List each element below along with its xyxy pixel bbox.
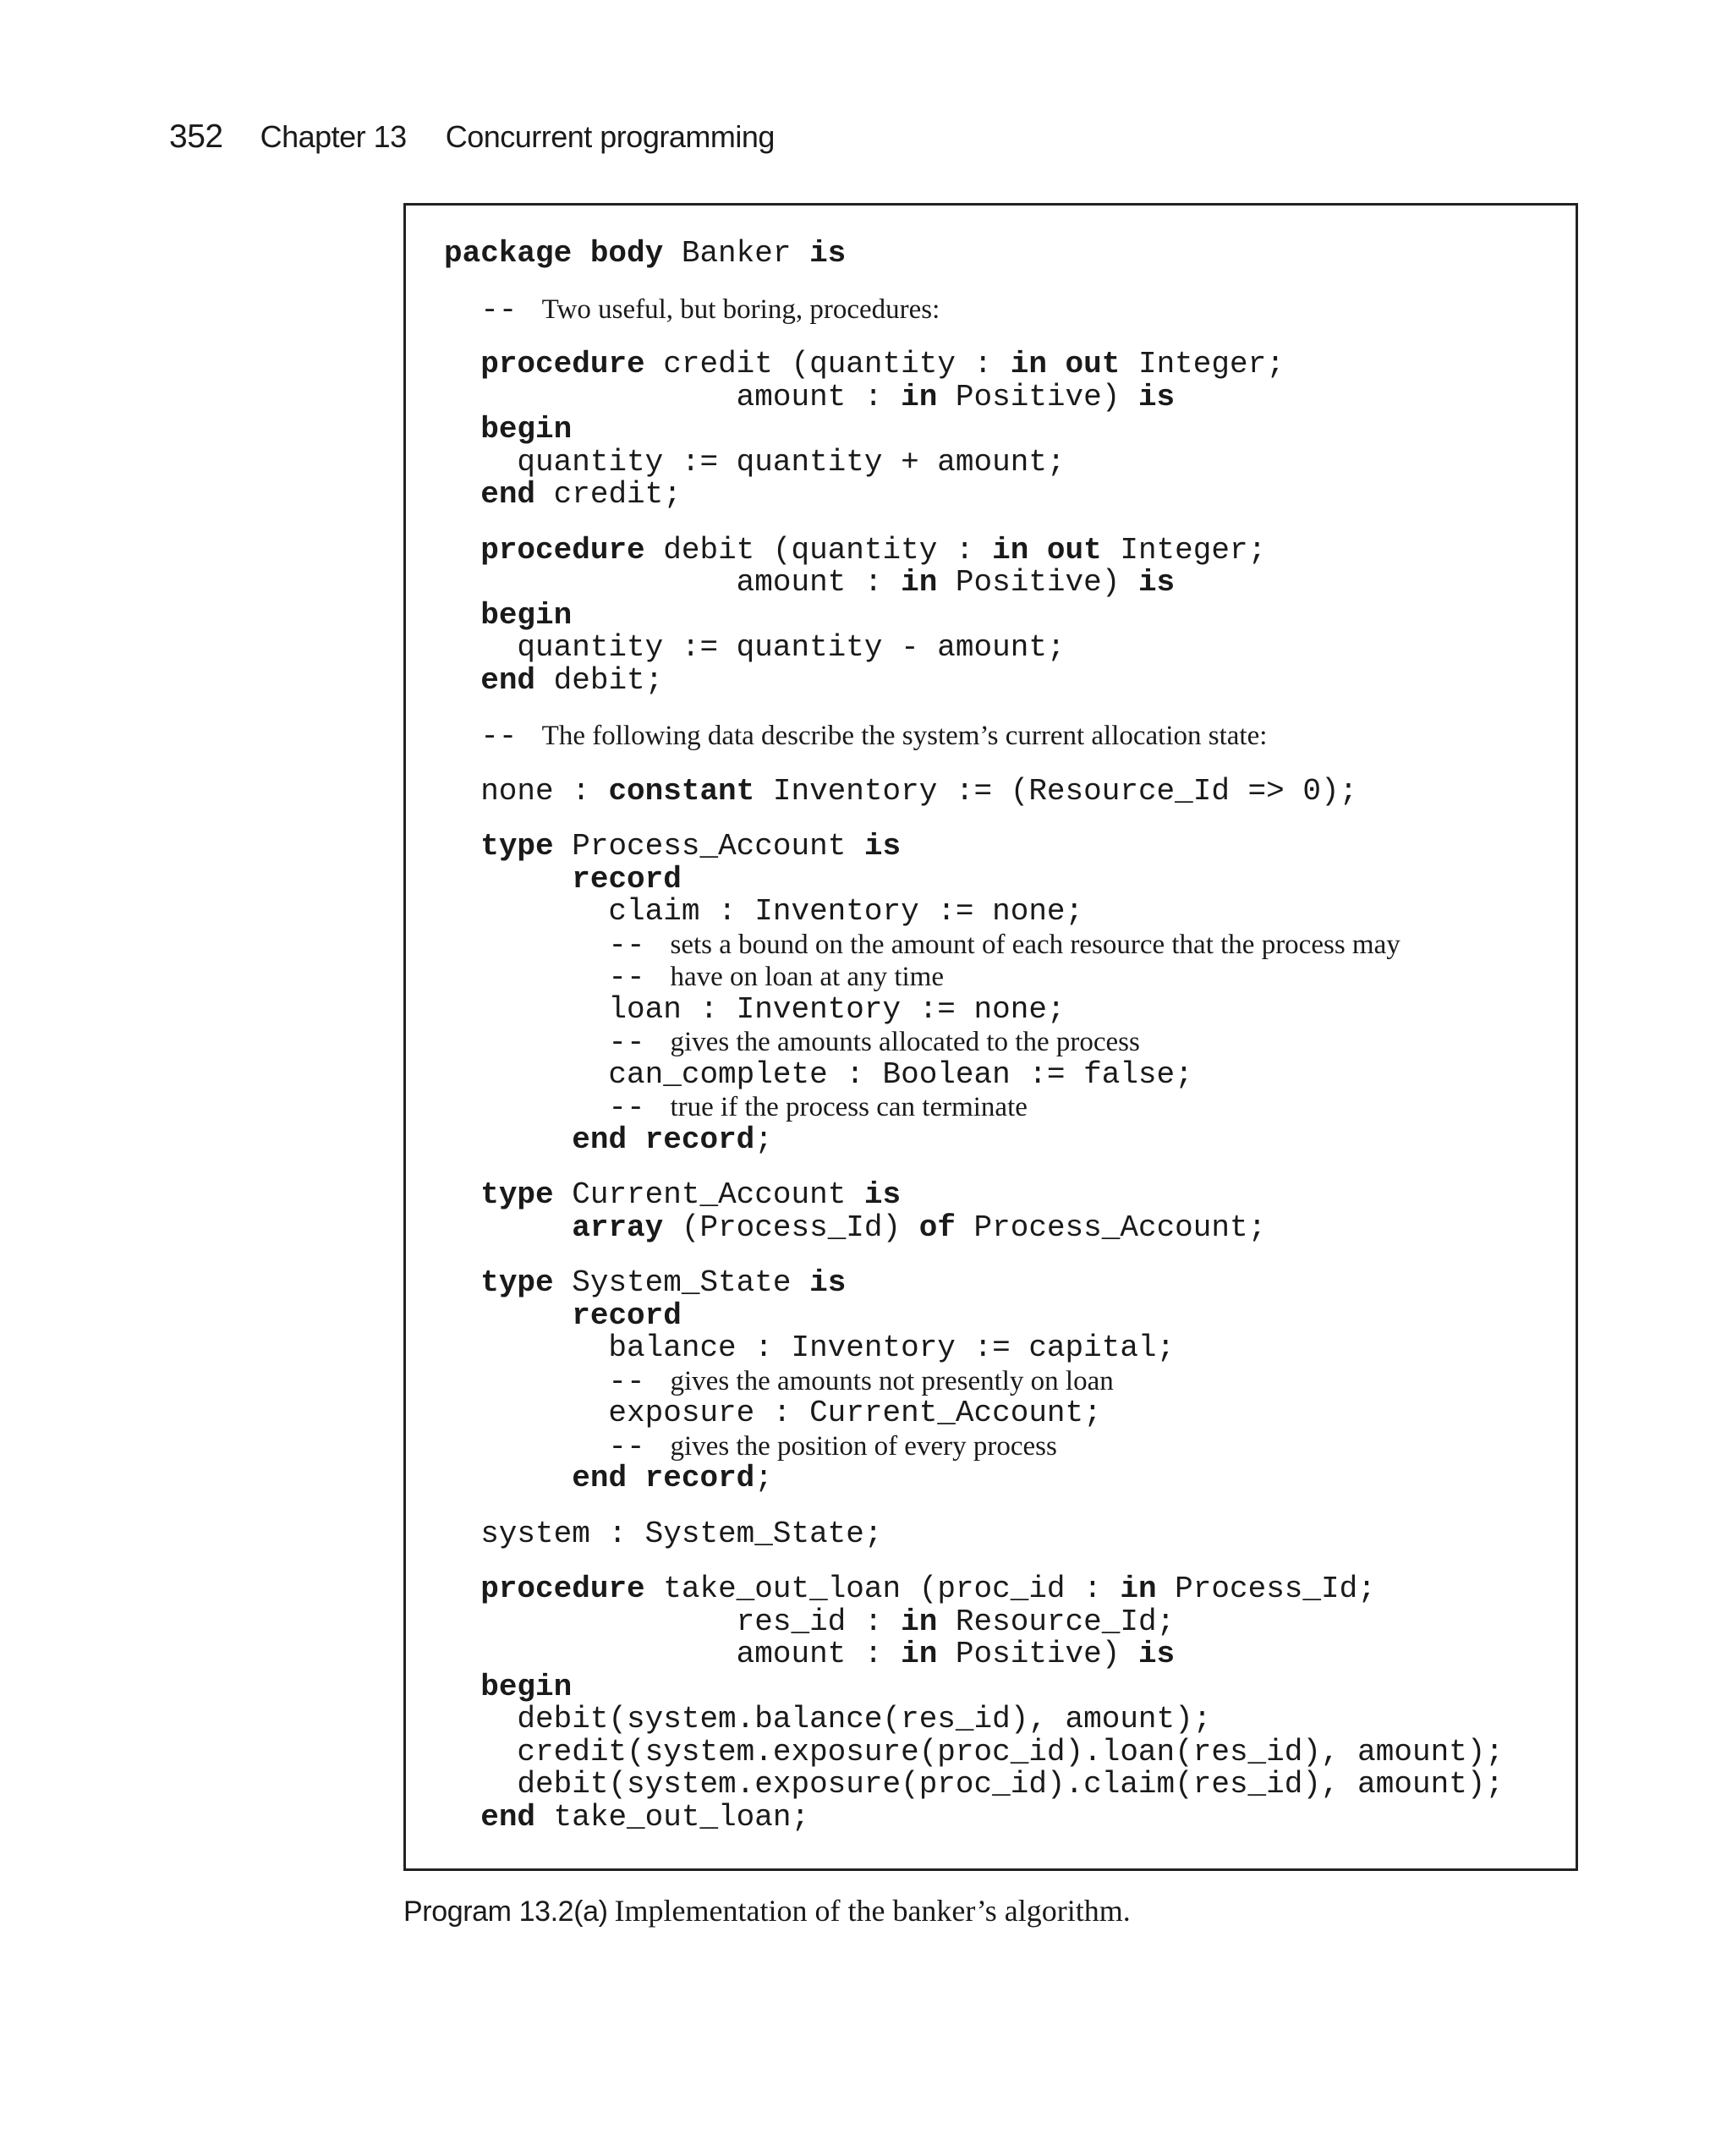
keyword: in: [901, 1637, 938, 1671]
program-caption: [403, 1893, 1131, 1928]
code-line: [444, 1297, 1569, 1333]
code-text: [444, 347, 480, 381]
keyword: is: [1137, 1637, 1176, 1671]
code-text: --: [444, 927, 664, 963]
code-text: can_complete : Boolean := false;: [444, 1056, 1193, 1092]
code-line: [444, 991, 1569, 1027]
code-line: [444, 1397, 1569, 1430]
code-text: [444, 1122, 572, 1157]
code-line: [444, 479, 1569, 512]
comment-text: Two useful, but boring, procedures:: [535, 294, 940, 325]
code-text: res_id :: [444, 1604, 902, 1639]
caption-text: Implementation of the banker’s algorithm.: [614, 1894, 1131, 1928]
keyword: procedure: [480, 347, 645, 381]
program-code: [444, 238, 1569, 1834]
code-text: --: [444, 292, 536, 327]
code-text: --: [444, 960, 664, 995]
code-text: amount :: [444, 1637, 902, 1671]
keyword: type: [480, 1265, 554, 1300]
code-text: quantity := quantity + amount;: [444, 444, 1066, 480]
keyword: procedure: [480, 532, 645, 568]
code-line: [444, 961, 1569, 994]
code-line: [444, 1124, 1569, 1157]
code-text: Positive): [937, 379, 1138, 414]
code-text: take_out_loan;: [535, 1799, 810, 1835]
code-text: Current_Account: [553, 1177, 864, 1212]
code-line: [444, 1518, 1569, 1551]
code-text: [444, 1461, 572, 1495]
keyword: procedure: [480, 1572, 645, 1606]
code-line: [444, 831, 1569, 864]
code-text: Inventory := (Resource_Id => 0);: [754, 773, 1358, 809]
code-line: [444, 896, 1569, 929]
code-text: --: [444, 1429, 664, 1464]
keyword: begin: [480, 597, 573, 633]
keyword: record: [572, 861, 682, 897]
running-head: [169, 118, 775, 156]
code-text: Positive): [937, 1637, 1138, 1671]
code-text: Integer;: [1120, 347, 1285, 381]
code-text: [444, 598, 480, 633]
keyword: array: [572, 1210, 664, 1245]
code-text: [444, 1177, 480, 1212]
code-text: [444, 477, 480, 512]
keyword: is: [809, 236, 847, 271]
comment-text: gives the amounts allocated to the process: [663, 1027, 1140, 1057]
code-text: balance : Inventory := capital;: [444, 1330, 1176, 1365]
code-text: [444, 1572, 480, 1606]
keyword: end: [480, 1799, 536, 1835]
keyword: end: [480, 477, 536, 512]
code-line: [444, 1606, 1569, 1639]
line-gap: [444, 808, 1569, 831]
keyword: of: [918, 1210, 956, 1245]
code-line: [444, 1799, 1569, 1835]
caption-label: Program 13.2(a): [403, 1895, 608, 1928]
line-gap: [444, 1156, 1569, 1179]
code-line: [444, 414, 1569, 447]
comment-text: The following data describe the system’s current allocation state:: [535, 721, 1268, 751]
line-gap: [444, 1550, 1569, 1573]
keyword: end record: [572, 1461, 755, 1495]
program-listing-box: [403, 203, 1578, 1871]
line-gap: [444, 1244, 1569, 1267]
keyword: in: [901, 379, 938, 414]
code-line: [444, 294, 1569, 326]
code-line: [444, 662, 1569, 698]
keyword: in out: [992, 532, 1102, 568]
code-text: ;: [754, 1461, 773, 1495]
code-text: --: [444, 719, 536, 754]
line-gap: [444, 697, 1569, 720]
keyword: record: [572, 1297, 682, 1333]
keyword: is: [863, 829, 902, 864]
code-line: [444, 1332, 1569, 1365]
keyword: is: [1137, 379, 1176, 414]
code-line: [444, 1026, 1569, 1059]
code-text: Positive): [937, 565, 1138, 600]
keyword: in: [901, 565, 938, 600]
code-text: debit(system.exposure(proc_id).claim(res_id), amount);: [444, 1767, 1505, 1802]
page-number: 352: [169, 118, 223, 155]
line-gap: [444, 753, 1569, 776]
code-text: [444, 412, 480, 447]
code-text: amount :: [444, 565, 902, 600]
code-line: [444, 1267, 1569, 1300]
code-text: credit (quantity :: [644, 347, 1011, 381]
code-text: Process_Account;: [955, 1210, 1267, 1245]
code-text: quantity := quantity - amount;: [444, 630, 1066, 665]
code-text: [444, 1800, 480, 1835]
code-text: [444, 1670, 480, 1704]
code-text: none :: [444, 773, 609, 809]
code-line: [444, 1703, 1569, 1736]
keyword: type: [480, 829, 554, 864]
code-line: [444, 1736, 1569, 1769]
code-line: [444, 1769, 1569, 1802]
code-text: debit;: [535, 662, 664, 698]
chapter-label: Chapter 13: [260, 119, 407, 154]
comment-text: gives the position of every process: [663, 1430, 1057, 1462]
code-text: [444, 1298, 572, 1333]
keyword: is: [809, 1265, 847, 1300]
code-text: debit (quantity :: [644, 532, 993, 568]
code-line: [444, 597, 1569, 633]
code-text: credit(system.exposure(proc_id).loan(res_id), amount);: [444, 1734, 1505, 1769]
code-line: [444, 238, 1569, 271]
code-line: [444, 1212, 1569, 1245]
code-line: [444, 444, 1569, 480]
code-line: [444, 1179, 1569, 1212]
line-gap: [444, 1495, 1569, 1518]
comment-text: gives the amounts not presently on loan: [663, 1365, 1114, 1396]
code-line: [444, 567, 1569, 600]
code-line: [444, 1638, 1569, 1671]
comment-text: sets a bound on the amount of each resource that the process may: [663, 929, 1400, 960]
code-text: amount :: [444, 379, 902, 414]
code-text: Process_Id;: [1156, 1572, 1376, 1606]
code-text: Process_Account: [553, 829, 864, 864]
code-text: system : System_State;: [444, 1516, 883, 1551]
keyword: in: [901, 1604, 938, 1639]
code-text: [444, 533, 480, 568]
code-line: [444, 1462, 1569, 1495]
keyword: begin: [480, 1669, 573, 1704]
code-text: claim : Inventory := none;: [444, 894, 1084, 929]
code-text: credit;: [535, 477, 682, 512]
code-text: debit(system.balance(res_id), amount);: [444, 1702, 1212, 1736]
line-gap: [444, 512, 1569, 535]
code-text: take_out_loan (proc_id :: [644, 1572, 1121, 1606]
code-line: [444, 929, 1569, 962]
code-text: ;: [754, 1122, 773, 1157]
code-line: [444, 720, 1569, 753]
code-line: [444, 1430, 1569, 1463]
code-line: [444, 532, 1569, 568]
line-gap: [444, 326, 1569, 348]
code-line: [444, 632, 1569, 665]
code-line: [444, 1671, 1569, 1704]
code-text: --: [444, 1025, 664, 1060]
code-line: [444, 773, 1569, 809]
code-line: [444, 1573, 1569, 1606]
code-line: [444, 861, 1569, 897]
code-text: [444, 1265, 480, 1300]
code-text: exposure : Current_Account;: [444, 1396, 1102, 1430]
code-text: (Process_Id): [663, 1210, 919, 1245]
comment-text: true if the process can terminate: [663, 1092, 1028, 1122]
code-text: --: [444, 1090, 664, 1125]
keyword: end record: [572, 1122, 755, 1157]
code-text: [444, 663, 480, 698]
keyword: in out: [1010, 347, 1121, 381]
code-line: [444, 348, 1569, 381]
keyword: begin: [480, 412, 573, 447]
line-gap: [444, 271, 1569, 294]
code-text: Integer;: [1101, 532, 1267, 568]
code-text: loan : Inventory := none;: [444, 991, 1066, 1027]
code-line: [444, 1091, 1569, 1124]
code-text: Resource_Id;: [937, 1604, 1176, 1639]
keyword: in: [1120, 1572, 1157, 1606]
keyword: constant: [608, 773, 755, 809]
keyword: end: [480, 662, 536, 698]
keyword: is: [1137, 565, 1176, 600]
keyword: package body: [444, 236, 664, 271]
chapter-title: Concurrent programming: [445, 119, 775, 154]
keyword: type: [480, 1177, 554, 1212]
code-line: [444, 1056, 1569, 1092]
code-text: Banker: [663, 236, 810, 271]
code-text: [444, 829, 480, 864]
comment-text: have on loan at any time: [663, 962, 944, 992]
code-line: [444, 1365, 1569, 1398]
code-line: [444, 381, 1569, 414]
code-text: [444, 862, 572, 897]
code-text: [444, 1210, 572, 1245]
code-text: System_State: [553, 1265, 810, 1300]
keyword: is: [863, 1177, 902, 1212]
code-text: --: [444, 1363, 664, 1399]
